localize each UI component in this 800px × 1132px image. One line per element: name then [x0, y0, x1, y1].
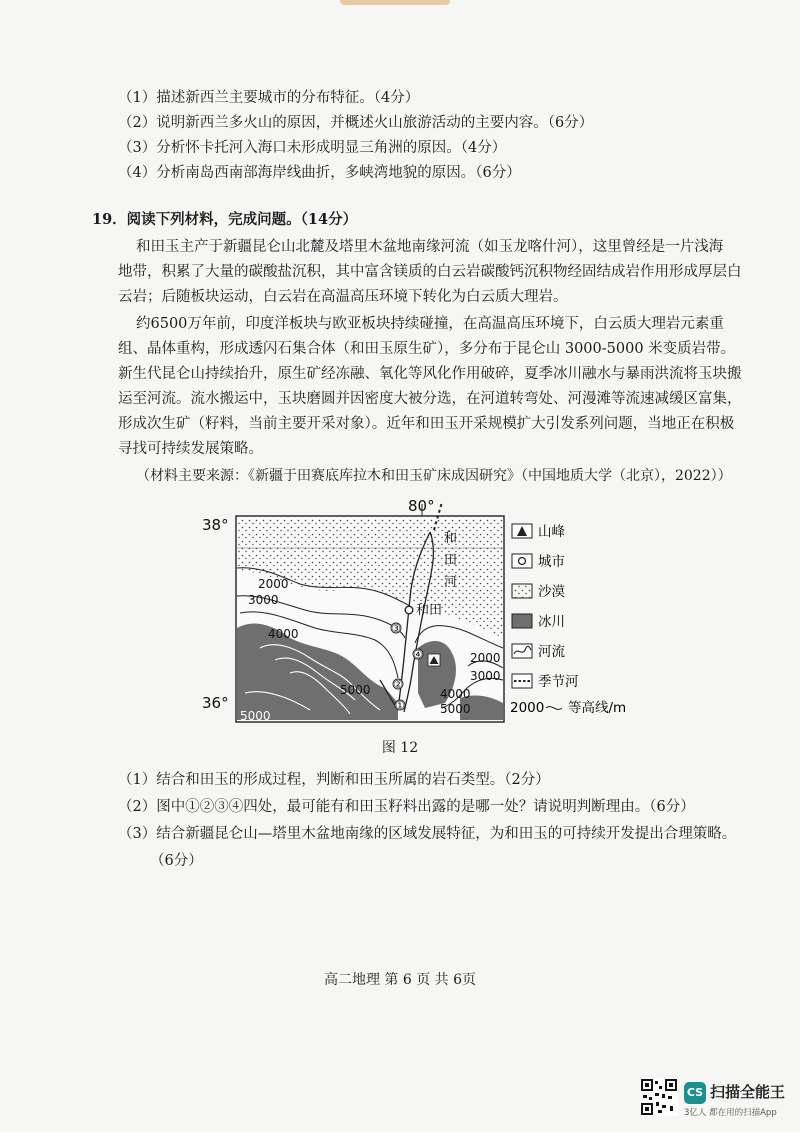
city-hotan-icon	[405, 606, 413, 614]
map-legend	[510, 524, 626, 716]
q19-para1-line2: 地带，积累了大量的碳酸盐沉积，其中富含镁质的白云岩碳酸钙沉积物经固结成岩作用形成厚层白	[118, 264, 742, 280]
contour-label: 2000	[258, 577, 289, 591]
figure-12-map	[202, 497, 650, 734]
marker-4: ④	[413, 648, 423, 661]
q19-para1-line3: 云岩；后随板块运动，白云岩在高温高压环境下转化为白云质大理岩。	[118, 289, 568, 305]
legend-contour-value: 2000	[510, 700, 545, 716]
contour-label: 3000	[470, 669, 501, 683]
material-source: （材料主要来源：《新疆于田赛底库拉木和田玉矿床成因研究》（中国地质大学（北京），2022））	[136, 468, 732, 484]
q19-title: 19．阅读下列材料，完成问题。（14分）	[92, 211, 358, 228]
marker-3: ③	[391, 622, 401, 635]
contour-label: 2000	[470, 651, 501, 665]
q19-sub2: （2）图中①②③④四处，最可能有和田玉籽料出露的是哪一处？请说明判断理由。（6分）	[118, 799, 695, 815]
lon-80-label: 80°	[408, 497, 435, 515]
q19-para2-line1: 约6500万年前，印度洋板块与欧亚板块持续碰撞，在高温高压环境下，白云质大理岩元素重	[136, 316, 724, 332]
contour-label: 5000	[440, 702, 471, 716]
contour-label: 4000	[268, 627, 299, 641]
scanner-watermark	[640, 1078, 790, 1124]
q18-sub3: （3）分析怀卡托河入海口未形成明显三角洲的原因。（4分）	[118, 140, 507, 156]
q19-para2-line5: 形成次生矿（籽料，当前主要开采对象）。近年和田玉开采规模扩大引发系列问题，当地正在积极	[118, 416, 735, 432]
contour-label: 4000	[440, 687, 471, 701]
scanner-tagline: 3亿人 都在用的扫描App	[684, 1108, 777, 1118]
legend-river: 河流	[538, 644, 565, 660]
contour-label: 5000	[240, 709, 271, 723]
legend-peak: 山峰	[538, 524, 565, 540]
q18-sub2: （2）说明新西兰多火山的原因，并概述火山旅游活动的主要内容。（6分）	[118, 115, 594, 131]
river-name-2: 田	[444, 553, 458, 568]
page-footer: 高二地理 第 6 页 共 6页	[323, 972, 477, 988]
lat-36-label: 36°	[202, 694, 229, 712]
peak-icon	[428, 654, 440, 666]
scanner-name: 扫描全能王	[710, 1083, 786, 1101]
legend-city: 城市	[538, 554, 565, 570]
legend-contour: 等高线/m	[568, 700, 627, 716]
figure-caption: 图 12	[381, 740, 419, 756]
q19-sub3: （3）结合新疆昆仑山—塔里木盆地南缘的区域发展特征，为和田玉的可持续开发提出合理策略。	[118, 826, 737, 842]
q19-para2-line2: 组、晶体重构，形成透闪石集合体（和田玉原生矿），多分布于昆仑山 3000-5000 米变质岩带。	[118, 341, 736, 357]
river-name-1: 和	[444, 531, 458, 546]
legend-desert: 沙漠	[538, 584, 565, 600]
river-name-3: 河	[444, 575, 458, 590]
q19-sub3-score: （6分）	[150, 853, 203, 869]
contour-label: 3000	[248, 593, 279, 607]
q19-sub1: （1）结合和田玉的形成过程，判断和田玉所属的岩石类型。（2分）	[118, 772, 550, 788]
q19-para1-line1: 和田玉主产于新疆昆仑山北麓及塔里木盆地南缘河流（如玉龙喀什河），这里曾经是一片浅海	[136, 239, 724, 255]
q19-para2-line6: 寻找可持续发展策略。	[118, 441, 263, 457]
contour-label: 5000	[340, 683, 371, 697]
lat-38-label: 38°	[202, 516, 229, 534]
q18-sub4: （4）分析南岛西南部海岸线曲折，多峡湾地貌的原因。（6分）	[118, 165, 521, 181]
top-edge-mark	[340, 0, 450, 5]
legend-glacier: 冰川	[538, 614, 565, 630]
legend-seasonal-river: 季节河	[538, 674, 579, 690]
q18-sub1: （1）描述新西兰主要城市的分布特征。（4分）	[118, 90, 420, 106]
marker-2: ②	[393, 678, 403, 691]
q19-para2-line4: 运至河流。流水搬运中，玉块磨圆并因密度大被分选，在河道转弯处、河漫滩等流速减缓区富集，	[118, 391, 742, 407]
q19-para2-line3: 新生代昆仑山持续抬升，原生矿经冻融、氧化等风化作用破碎，夏季冰川融水与暴雨洪流将玉块搬	[118, 366, 742, 382]
marker-1: ①	[395, 699, 405, 712]
qr-code-icon	[640, 1078, 678, 1116]
scanner-logo-icon: CS	[684, 1082, 706, 1104]
city-hotan-label: 和田	[416, 603, 443, 618]
